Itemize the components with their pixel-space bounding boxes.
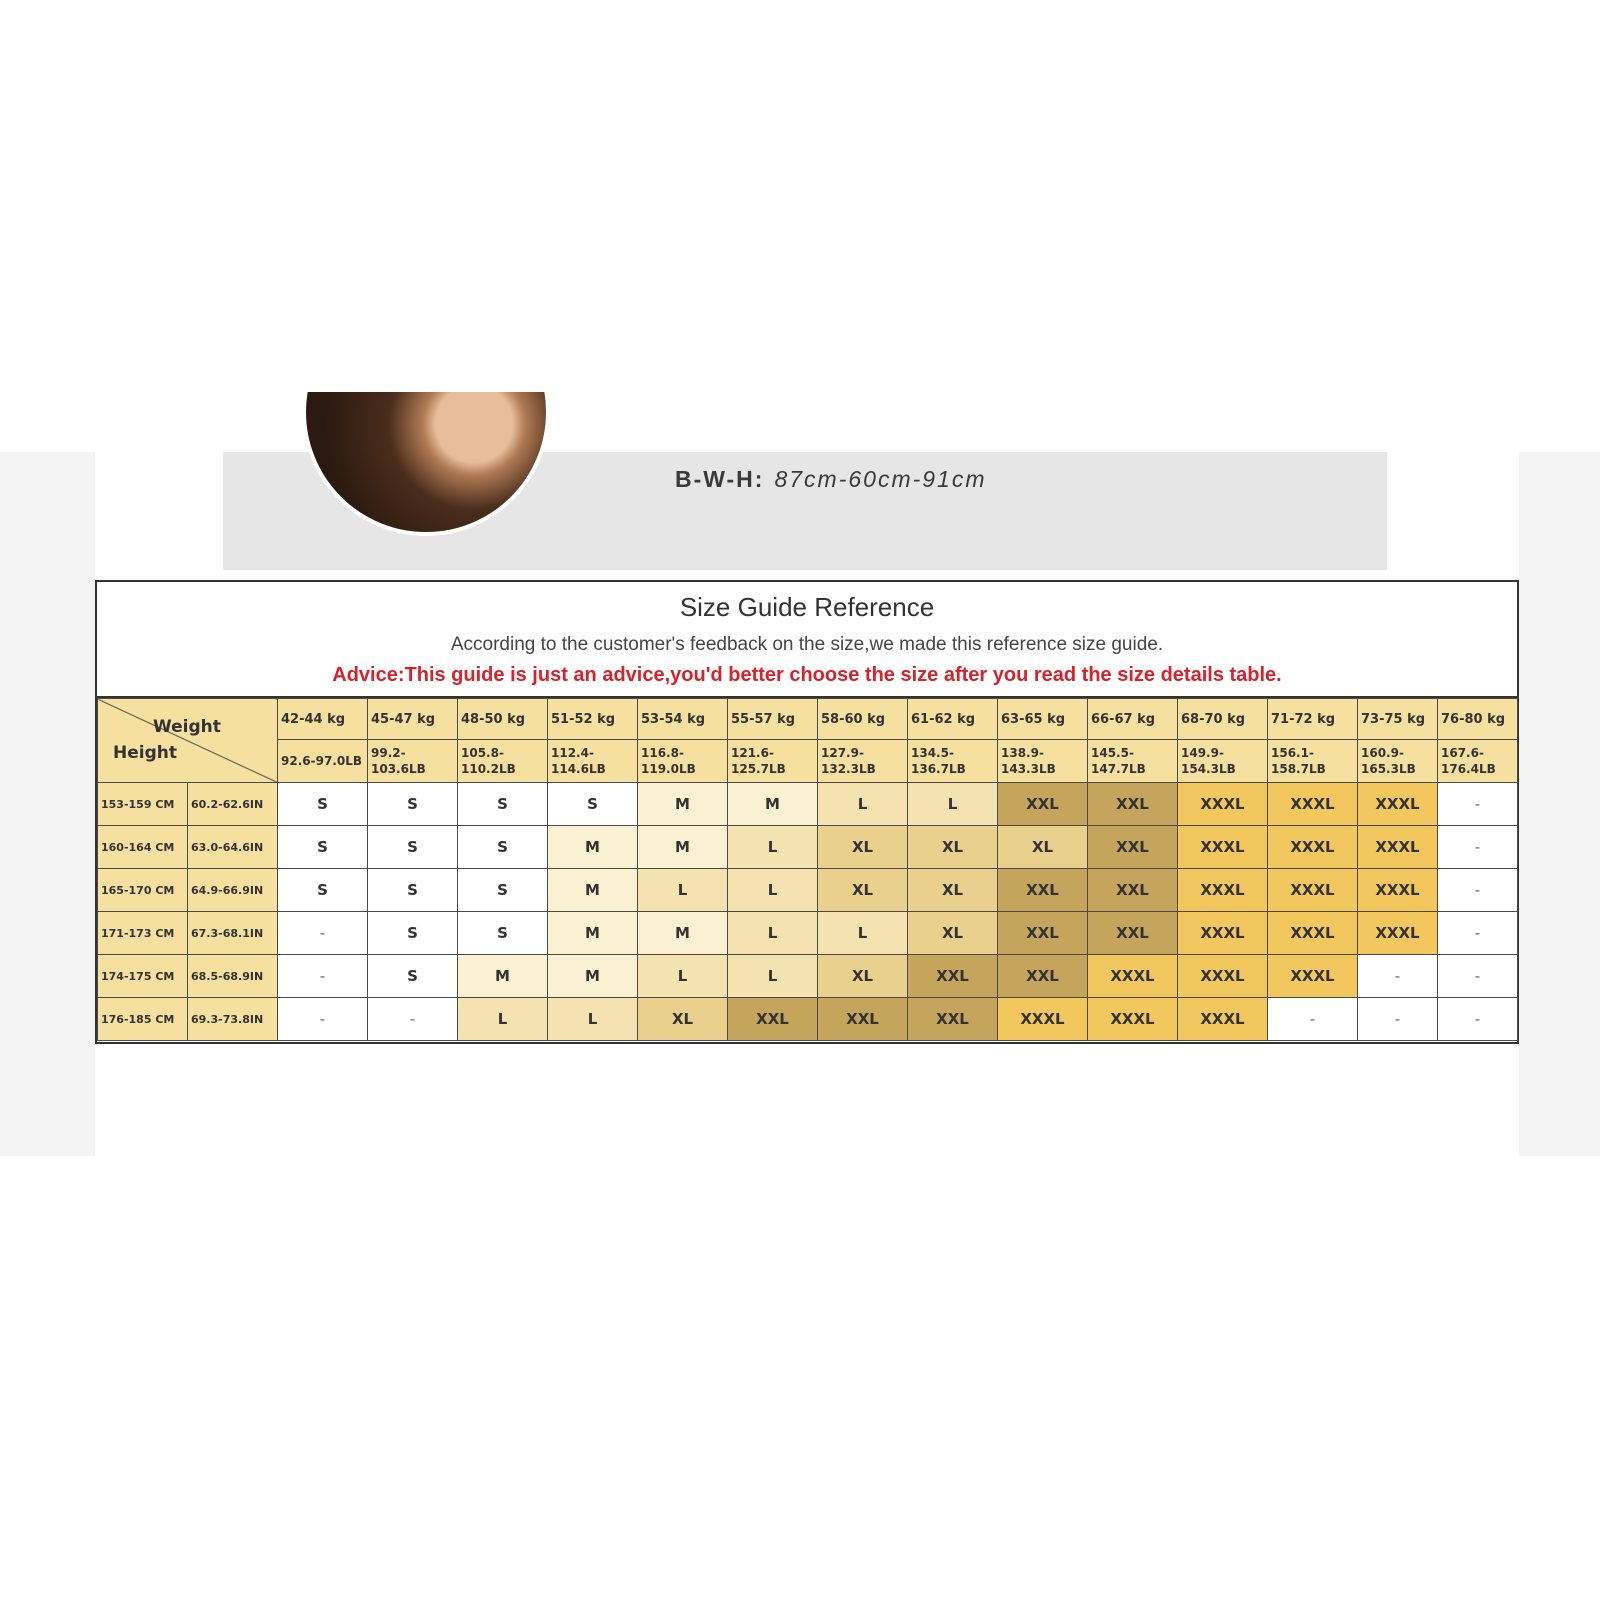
size-cell: XXXL: [1358, 783, 1438, 826]
table-row: [98, 998, 1518, 1041]
size-guide-title: Size Guide Reference: [679, 592, 935, 622]
weight-kg-header: 53-54 kg: [638, 699, 728, 740]
size-cell: L: [908, 783, 998, 826]
weight-lb-header: 149.9-154.3LB: [1178, 740, 1268, 783]
size-cell: S: [278, 826, 368, 869]
height-in-cell: 60.2-62.6IN: [188, 783, 278, 826]
size-cell: L: [548, 998, 638, 1041]
size-cell: -: [1438, 783, 1518, 826]
size-cell: XXXL: [998, 998, 1088, 1041]
size-guide-header: [97, 582, 1517, 698]
size-cell: XXL: [728, 998, 818, 1041]
size-cell: S: [368, 869, 458, 912]
size-cell: M: [638, 912, 728, 955]
size-guide-advice: Advice:This guide is just an advice,you'd better choose the size after you read the size details table.: [332, 664, 1282, 686]
size-guide: [95, 580, 1519, 1044]
weight-lb-header: 134.5-136.7LB: [908, 740, 998, 783]
size-cell: XXXL: [1268, 826, 1358, 869]
size-cell: M: [638, 783, 728, 826]
size-cell: XXXL: [1088, 998, 1178, 1041]
table-row: [98, 955, 1518, 998]
size-cell: -: [1358, 998, 1438, 1041]
size-cell: S: [368, 955, 458, 998]
weight-kg-header: 63-65 kg: [998, 699, 1088, 740]
height-cm-cell: 176-185 CM: [98, 998, 188, 1041]
size-cell: S: [458, 826, 548, 869]
size-cell: XXL: [1088, 912, 1178, 955]
size-cell: XXXL: [1358, 869, 1438, 912]
size-cell: M: [548, 826, 638, 869]
size-cell: XL: [818, 955, 908, 998]
height-cm-cell: 160-164 CM: [98, 826, 188, 869]
size-cell: S: [458, 869, 548, 912]
size-cell: XXXL: [1268, 912, 1358, 955]
size-cell: XXL: [998, 912, 1088, 955]
height-cm-cell: 174-175 CM: [98, 955, 188, 998]
size-cell: -: [278, 955, 368, 998]
height-in-cell: 68.5-68.9IN: [188, 955, 278, 998]
size-cell: -: [1438, 826, 1518, 869]
size-cell: XXXL: [1178, 998, 1268, 1041]
model-photo-disc: [302, 392, 550, 536]
weight-lb-header: 116.8-119.0LB: [638, 740, 728, 783]
size-cell: XL: [818, 826, 908, 869]
size-cell: XXL: [908, 955, 998, 998]
size-cell: XXL: [998, 869, 1088, 912]
weight-lb-header: 92.6-97.0LB: [278, 740, 368, 783]
size-cell: M: [728, 783, 818, 826]
weight-kg-header: 42-44 kg: [278, 699, 368, 740]
size-cell: XXXL: [1268, 955, 1358, 998]
weight-kg-header: 58-60 kg: [818, 699, 908, 740]
size-cell: XXL: [998, 783, 1088, 826]
size-cell: XXXL: [1178, 783, 1268, 826]
weight-kg-header: 51-52 kg: [548, 699, 638, 740]
weight-kg-header: 48-50 kg: [458, 699, 548, 740]
weight-lb-header: 127.9-132.3LB: [818, 740, 908, 783]
size-cell: M: [638, 826, 728, 869]
size-cell: S: [458, 912, 548, 955]
size-cell: S: [278, 783, 368, 826]
size-cell: L: [818, 912, 908, 955]
size-cell: S: [368, 826, 458, 869]
bwh-value: 87cm-60cm-91cm: [774, 466, 987, 492]
height-cm-cell: 171-173 CM: [98, 912, 188, 955]
model-photo: [302, 392, 550, 536]
size-cell: -: [1438, 955, 1518, 998]
size-cell: S: [458, 783, 548, 826]
weight-lb-header: 167.6-176.4LB: [1438, 740, 1518, 783]
table-row: [98, 826, 1518, 869]
weight-kg-header: 68-70 kg: [1178, 699, 1268, 740]
model-measurements: [675, 466, 987, 493]
corner-weight-label: Weight: [153, 717, 221, 737]
size-cell: XL: [908, 826, 998, 869]
size-cell: S: [368, 783, 458, 826]
size-cell: S: [368, 912, 458, 955]
size-cell: XL: [818, 869, 908, 912]
weight-kg-header: 61-62 kg: [908, 699, 998, 740]
size-cell: XXXL: [1178, 826, 1268, 869]
size-cell: -: [278, 912, 368, 955]
weight-lb-header: 105.8-110.2LB: [458, 740, 548, 783]
size-cell: XL: [998, 826, 1088, 869]
size-cell: XXL: [1088, 783, 1178, 826]
size-cell: XL: [908, 869, 998, 912]
weight-kg-header: 45-47 kg: [368, 699, 458, 740]
size-cell: S: [278, 869, 368, 912]
weight-lb-header: 99.2-103.6LB: [368, 740, 458, 783]
size-cell: XXL: [818, 998, 908, 1041]
size-cell: -: [278, 998, 368, 1041]
size-table: [97, 698, 1518, 1041]
weight-kg-header: 73-75 kg: [1358, 699, 1438, 740]
size-cell: L: [818, 783, 908, 826]
size-cell: M: [548, 912, 638, 955]
size-guide-subtitle: According to the customer's feedback on the size,we made this reference size guide.: [450, 634, 1164, 655]
table-corner-header: [98, 699, 278, 783]
table-row: [98, 912, 1518, 955]
weight-kg-header: 55-57 kg: [728, 699, 818, 740]
size-cell: XXXL: [1268, 783, 1358, 826]
size-cell: XXXL: [1178, 955, 1268, 998]
weight-lb-header: 156.1-158.7LB: [1268, 740, 1358, 783]
size-cell: -: [1358, 955, 1438, 998]
weight-lb-header: 138.9-143.3LB: [998, 740, 1088, 783]
table-row: [98, 869, 1518, 912]
weight-kg-header: 71-72 kg: [1268, 699, 1358, 740]
size-cell: L: [728, 826, 818, 869]
size-cell: -: [1438, 869, 1518, 912]
weight-lb-header: 160.9-165.3LB: [1358, 740, 1438, 783]
size-cell: -: [368, 998, 458, 1041]
bwh-label: B-W-H:: [675, 466, 765, 492]
size-cell: XXXL: [1358, 912, 1438, 955]
height-cm-cell: 153-159 CM: [98, 783, 188, 826]
size-cell: L: [728, 955, 818, 998]
weight-lb-header: 145.5-147.7LB: [1088, 740, 1178, 783]
size-cell: L: [728, 912, 818, 955]
size-cell: XXL: [1088, 869, 1178, 912]
weight-lb-header: 112.4-114.6LB: [548, 740, 638, 783]
size-cell: XXXL: [1268, 869, 1358, 912]
size-cell: L: [638, 869, 728, 912]
size-cell: XXXL: [1178, 912, 1268, 955]
size-cell: M: [458, 955, 548, 998]
weight-lb-header: 121.6-125.7LB: [728, 740, 818, 783]
size-cell: S: [548, 783, 638, 826]
size-cell: -: [1268, 998, 1358, 1041]
height-cm-cell: 165-170 CM: [98, 869, 188, 912]
weight-kg-header: 66-67 kg: [1088, 699, 1178, 740]
size-cell: -: [1438, 998, 1518, 1041]
size-cell: L: [728, 869, 818, 912]
size-cell: XL: [908, 912, 998, 955]
size-cell: XXL: [1088, 826, 1178, 869]
height-in-cell: 64.9-66.9IN: [188, 869, 278, 912]
size-cell: L: [458, 998, 548, 1041]
height-in-cell: 67.3-68.1IN: [188, 912, 278, 955]
size-cell: M: [548, 955, 638, 998]
size-cell: XXXL: [1178, 869, 1268, 912]
weight-kg-header: 76-80 kg: [1438, 699, 1518, 740]
height-in-cell: 69.3-73.8IN: [188, 998, 278, 1041]
size-cell: -: [1438, 912, 1518, 955]
size-cell: XXXL: [1088, 955, 1178, 998]
size-cell: XXL: [998, 955, 1088, 998]
size-cell: L: [638, 955, 728, 998]
size-cell: XXXL: [1358, 826, 1438, 869]
size-cell: M: [548, 869, 638, 912]
table-row: [98, 783, 1518, 826]
size-cell: XL: [638, 998, 728, 1041]
size-cell: XXL: [908, 998, 998, 1041]
height-in-cell: 63.0-64.6IN: [188, 826, 278, 869]
corner-height-label: Height: [113, 743, 177, 763]
